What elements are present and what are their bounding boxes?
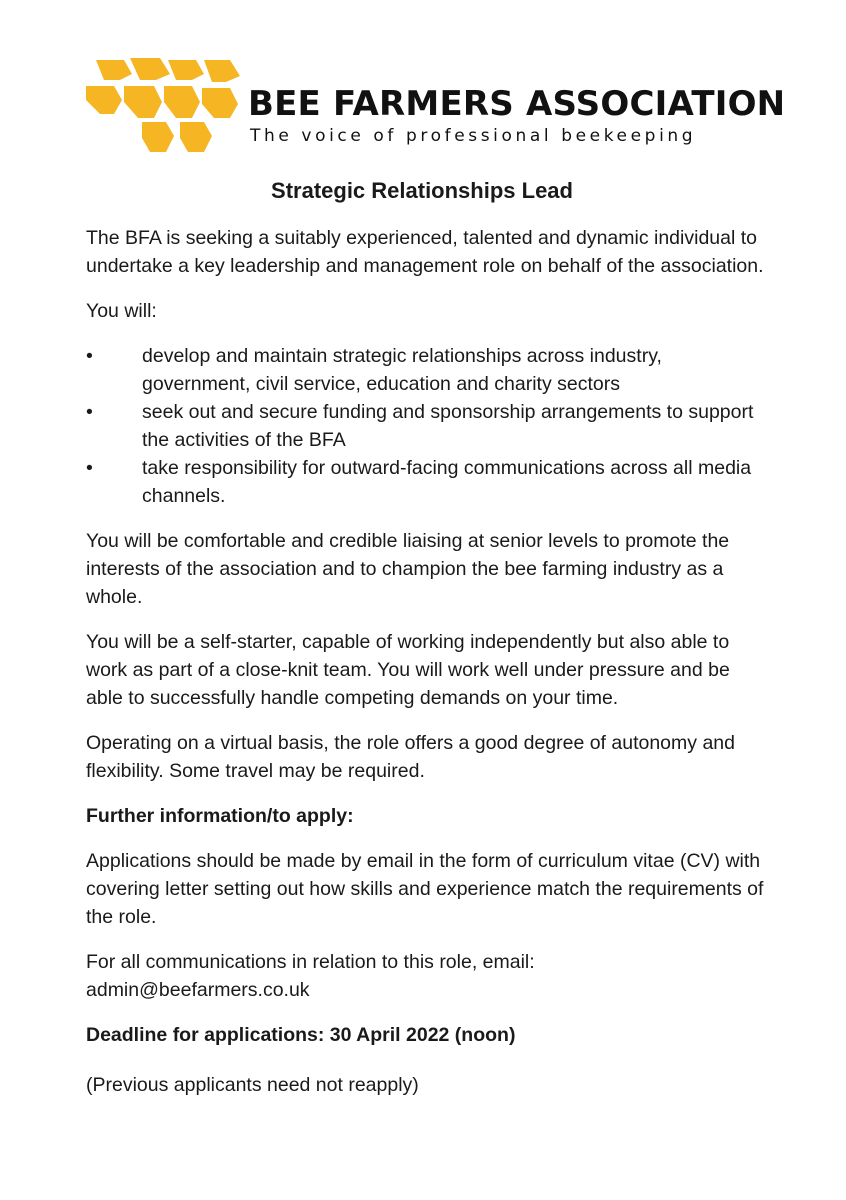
contact-paragraph xyxy=(86,948,766,1004)
contact-email-link[interactable]: admin@beefarmers.co.uk xyxy=(86,979,310,1001)
virtual-basis-paragraph: Operating on a virtual basis, the role offers a good degree of autonomy and flexibility. Some travel may be required. xyxy=(86,732,735,782)
list-item xyxy=(86,342,766,398)
organisation-name: BEE FARMERS ASSOCIATION xyxy=(248,84,786,124)
bullet-icon: • xyxy=(86,457,93,479)
reapply-note: (Previous applicants need not reapply) xyxy=(86,1074,419,1096)
bullet-icon: • xyxy=(86,345,93,367)
intro-paragraph: The BFA is seeking a suitably experienced, talented and dynamic individual to undertake a key leadership and management role on behalf of the association. xyxy=(86,227,764,277)
senior-levels-paragraph: You will be comfortable and credible liaising at senior levels to promote the interests of the association and to champion the bee farming industry as a whole. xyxy=(86,530,730,608)
bullet-icon: • xyxy=(86,401,93,423)
you-will-heading: You will: xyxy=(86,300,157,322)
header xyxy=(84,56,786,166)
honeycomb-logo-icon xyxy=(84,56,244,160)
further-info-heading: Further information/to apply: xyxy=(86,805,354,827)
list-item xyxy=(86,398,766,454)
advert-body xyxy=(86,178,766,1116)
applications-paragraph: Applications should be made by email in the form of curriculum vitae (CV) with covering letter setting out how skills and experience match the requirements of the role. xyxy=(86,850,764,928)
deadline-text: Deadline for applications: 30 April 2022 (noon) xyxy=(86,1024,516,1046)
self-starter-paragraph: You will be a self-starter, capable of working independently but also able to work as part of a close-knit team. You will work well under pressure and be able to successfully handle competing demands on your time. xyxy=(86,631,730,709)
list-item xyxy=(86,454,766,510)
organisation-tagline: The voice of professional beekeeping xyxy=(250,126,697,146)
job-title: Strategic Relationships Lead xyxy=(271,178,573,203)
list-item-text: take responsibility for outward-facing communications across all media channels. xyxy=(142,457,752,507)
contact-line: For all communications in relation to this role, email: xyxy=(86,951,535,973)
responsibilities-list xyxy=(86,342,766,510)
list-item-text: develop and maintain strategic relationships across industry, government, civil service, education and charity sectors xyxy=(142,345,662,395)
list-item-text: seek out and secure funding and sponsorship arrangements to support the activities of the BFA xyxy=(142,401,754,451)
